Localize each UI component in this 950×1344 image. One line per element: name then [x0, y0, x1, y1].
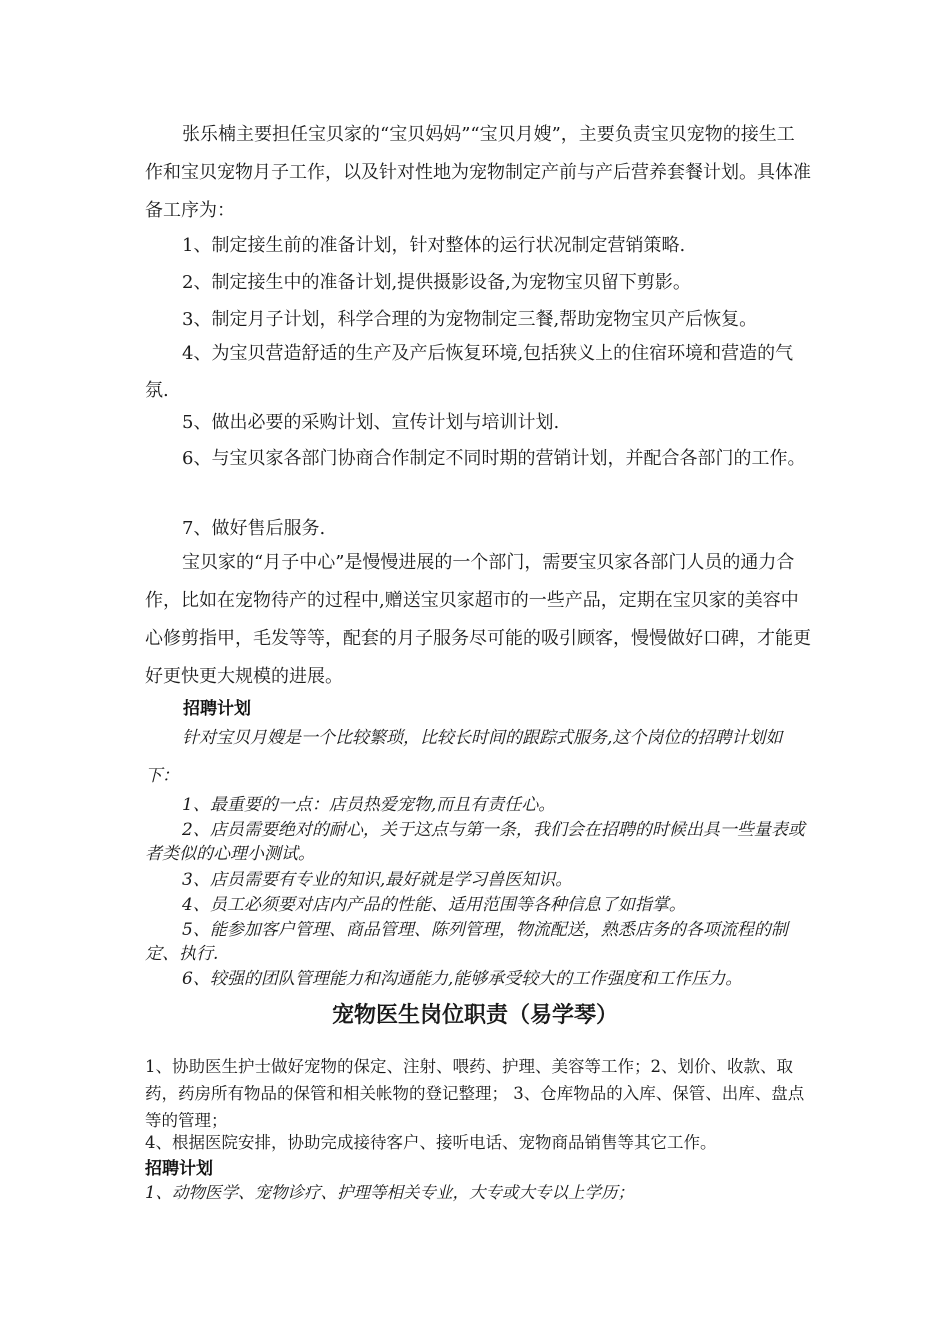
prep-item-7: 7、做好售后服务. [182, 518, 326, 539]
recruit-heading-2: 招聘计划 [145, 1159, 213, 1179]
duties-paragraph: 1、协助医生护士做好宠物的保定、注射、喂药、护理、美容等工作；2、划价、收款、取药，药房所有物品的保管和相关帐物的登记整理； 3、仓库物品的入库、保管、出库、盘点等的管理； [145, 1057, 805, 1130]
recruit-item-4: 4、员工必须要对店内产品的性能、适用范围等各种信息了如指掌。 [182, 895, 686, 915]
prep-item-2: 2、制定接生中的准备计划,提供摄影设备,为宠物宝贝留下剪影。 [182, 272, 691, 293]
recruit-item-5: 5、能参加客户管理、商品管理、陈列管理，物流配送，熟悉店务的各项流程的制定、执行. [145, 920, 788, 964]
recruit2-item-1: 1、动物医学、宠物诊疗、护理等相关专业，大专或大专以上学历； [145, 1183, 634, 1202]
recruit-item-1: 1、最重要的一点：店员热爱宠物,而且有责任心。 [182, 795, 556, 815]
recruit-heading: 招聘计划 [183, 699, 251, 719]
closing-paragraph: 宝贝家的“月子中心”是慢慢进展的一个部门，需要宝贝家各部门人员的通力合作，比如在宠物待产的过程中,赠送宝贝家超市的一些产品，定期在宝贝家的美容中心修剪指甲，毛发等等，配套的月子服务尽可能的吸引顾客，慢慢做好口碑，才能更好更快更大规模的进展。 [145, 552, 811, 687]
prep-item-5: 5、做出必要的采购计划、宣传计划与培训计划. [182, 412, 560, 433]
intro-paragraph: 张乐楠主要担任宝贝家的“宝贝妈妈”“宝贝月嫂”，主要负责宝贝宠物的接生工作和宝贝宠物月子工作，以及针对性地为宠物制定产前与产后营养套餐计划。具体准备工序为： [145, 124, 811, 221]
prep-item-3: 3、制定月子计划，科学合理的为宠物制定三餐,帮助宠物宝贝产后恢复。 [182, 309, 758, 330]
duty-4: 4、根据医院安排，协助完成接待客户、接听电话、宠物商品销售等其它工作。 [145, 1133, 717, 1152]
recruit-item-3: 3、店员需要有专业的知识,最好就是学习兽医知识。 [182, 870, 573, 890]
recruit-item-6: 6、较强的团队管理能力和沟通能力,能够承受较大的工作强度和工作压力。 [182, 969, 743, 989]
prep-item-1: 1、制定接生前的准备计划，针对整体的运行状况制定营销策略. [182, 235, 686, 256]
prep-item-4: 4、为宝贝营造舒适的生产及产后恢复环境,包括狭义上的住宿环境和营造的气氛. [145, 343, 794, 401]
prep-item-6: 6、与宝贝家各部门协商合作制定不同时期的营销计划，并配合各部门的工作。 [182, 448, 806, 469]
section-title: 宠物医生岗位职责（易学琴） [331, 1002, 618, 1028]
recruit-intro: 针对宝贝月嫂是一个比较繁琐，比较长时间的跟踪式服务,这个岗位的招聘计划如下： [145, 728, 783, 786]
recruit-item-2: 2、店员需要绝对的耐心，关于这点与第一条，我们会在招聘的时候出具一些量表或者类似的心理小测试。 [145, 820, 805, 864]
